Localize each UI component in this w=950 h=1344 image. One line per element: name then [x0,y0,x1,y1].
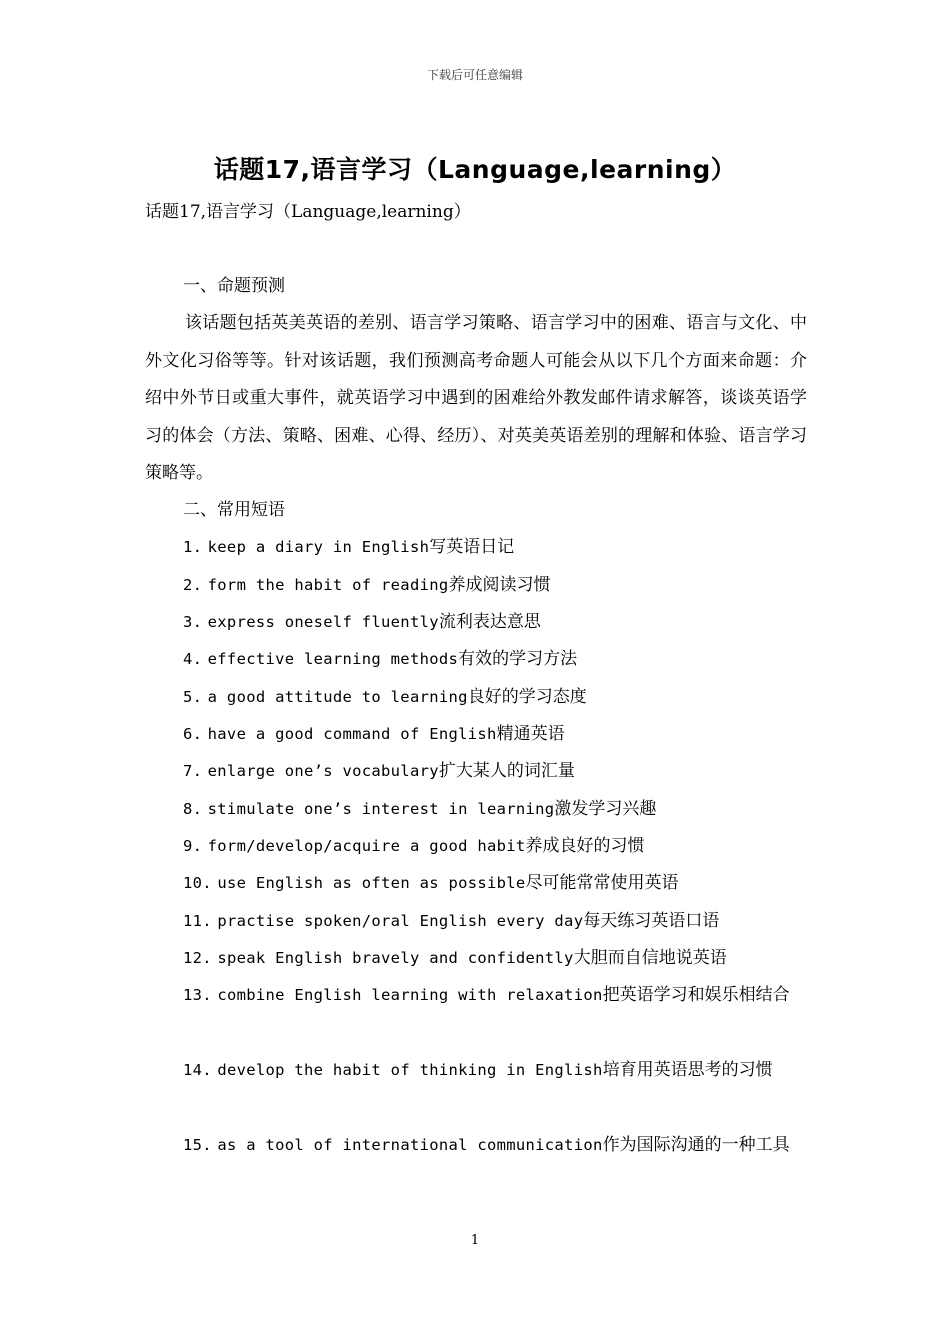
item-chinese: 尽可能常常使用英语 [525,873,679,893]
item-number: 14. [183,1061,212,1079]
item-chinese: 精通英语 [496,724,565,744]
item-number: 9. [183,837,203,855]
item-number: 4. [183,650,203,668]
item-number: 15. [183,1136,212,1154]
item-english: develop the habit of thinking in English [217,1061,603,1079]
list-item [145,1052,807,1089]
document-subtitle: 话题17,语言学习（Language,learning） [145,202,471,222]
list-item [145,529,807,566]
item-number: 11. [183,912,212,930]
item-chinese: 流利表达意思 [438,612,541,632]
list-item [145,828,807,865]
item-number: 12. [183,949,212,967]
item-english: stimulate one’s interest in learning [207,800,555,818]
item-chinese: 写英语日记 [429,537,515,557]
item-number: 8. [183,800,203,818]
item-chinese: 养成良好的习惯 [525,836,645,856]
item-chinese: 培育用英语思考的习惯 [602,1060,773,1080]
item-number: 2. [183,576,203,594]
list-item [145,604,807,641]
item-english: use English as often as possible [217,874,526,892]
item-english: speak English bravely and confidently [217,949,574,967]
document-title: 话题17,语言学习（Language,learning） [213,155,737,184]
item-chinese: 良好的学习态度 [467,687,587,707]
item-number: 1. [183,538,203,556]
item-english: as a tool of international communication [217,1136,603,1154]
list-item [145,679,807,716]
section1-heading: 一、命题预测 [183,276,285,296]
list-item [145,1127,807,1165]
item-chinese: 养成阅读习惯 [448,575,551,595]
item-english: combine English learning with relaxation [217,986,603,1004]
item-number: 13. [183,986,212,1004]
item-english: keep a diary in English [207,538,430,556]
item-chinese: 把英语学习和娱乐相结合 [602,985,790,1005]
list-item [145,641,807,678]
item-number: 10. [183,874,212,892]
item-number: 7. [183,762,203,780]
item-chinese: 作为国际沟通的一种工具 [602,1135,790,1155]
list-item [145,977,807,1015]
page-header: 下载后可任意编辑 [426,68,523,82]
list-item [145,940,807,977]
item-english: have a good command of English [207,725,497,743]
item-chinese: 每天练习英语口语 [583,911,720,931]
item-english: a good attitude to learning [207,688,468,706]
item-chinese: 有效的学习方法 [458,649,578,669]
list-item [145,791,807,828]
item-english: express oneself fluently [207,613,439,631]
item-chinese: 扩大某人的词汇量 [438,761,575,781]
list-item [145,567,807,604]
item-number: 6. [183,725,203,743]
item-english: form the habit of reading [207,576,449,594]
list-item [145,903,807,940]
list-item [145,716,807,753]
section2-heading: 二、常用短语 [183,500,285,520]
list-item [145,753,807,790]
list-item [145,865,807,902]
item-number: 3. [183,613,203,631]
item-english: effective learning methods [207,650,459,668]
item-english: enlarge one’s vocabulary [207,762,439,780]
page-number: 1 [470,1233,480,1248]
section1-paragraph: 该话题包括英美英语的差别、语言学习策略、语言学习中的困难、语言与文化、中外文化习俗等等。针对该话题，我们预测高考命题人可能会从以下几个方面来命题：介绍中外节日或重大事件，就英语学习中遇到的困难给外教发邮件请求解答，谈谈英语学习的体会（方法、策略、困难、心得、经历）、对英美英语差别的理解和体验、语言学习策略等。 [145,313,807,483]
item-english: form/develop/acquire a good habit [207,837,526,855]
item-chinese: 大胆而自信地说英语 [573,948,727,968]
item-number: 5. [183,688,203,706]
item-chinese: 激发学习兴趣 [554,799,657,819]
item-english: practise spoken/oral English every day [217,912,584,930]
